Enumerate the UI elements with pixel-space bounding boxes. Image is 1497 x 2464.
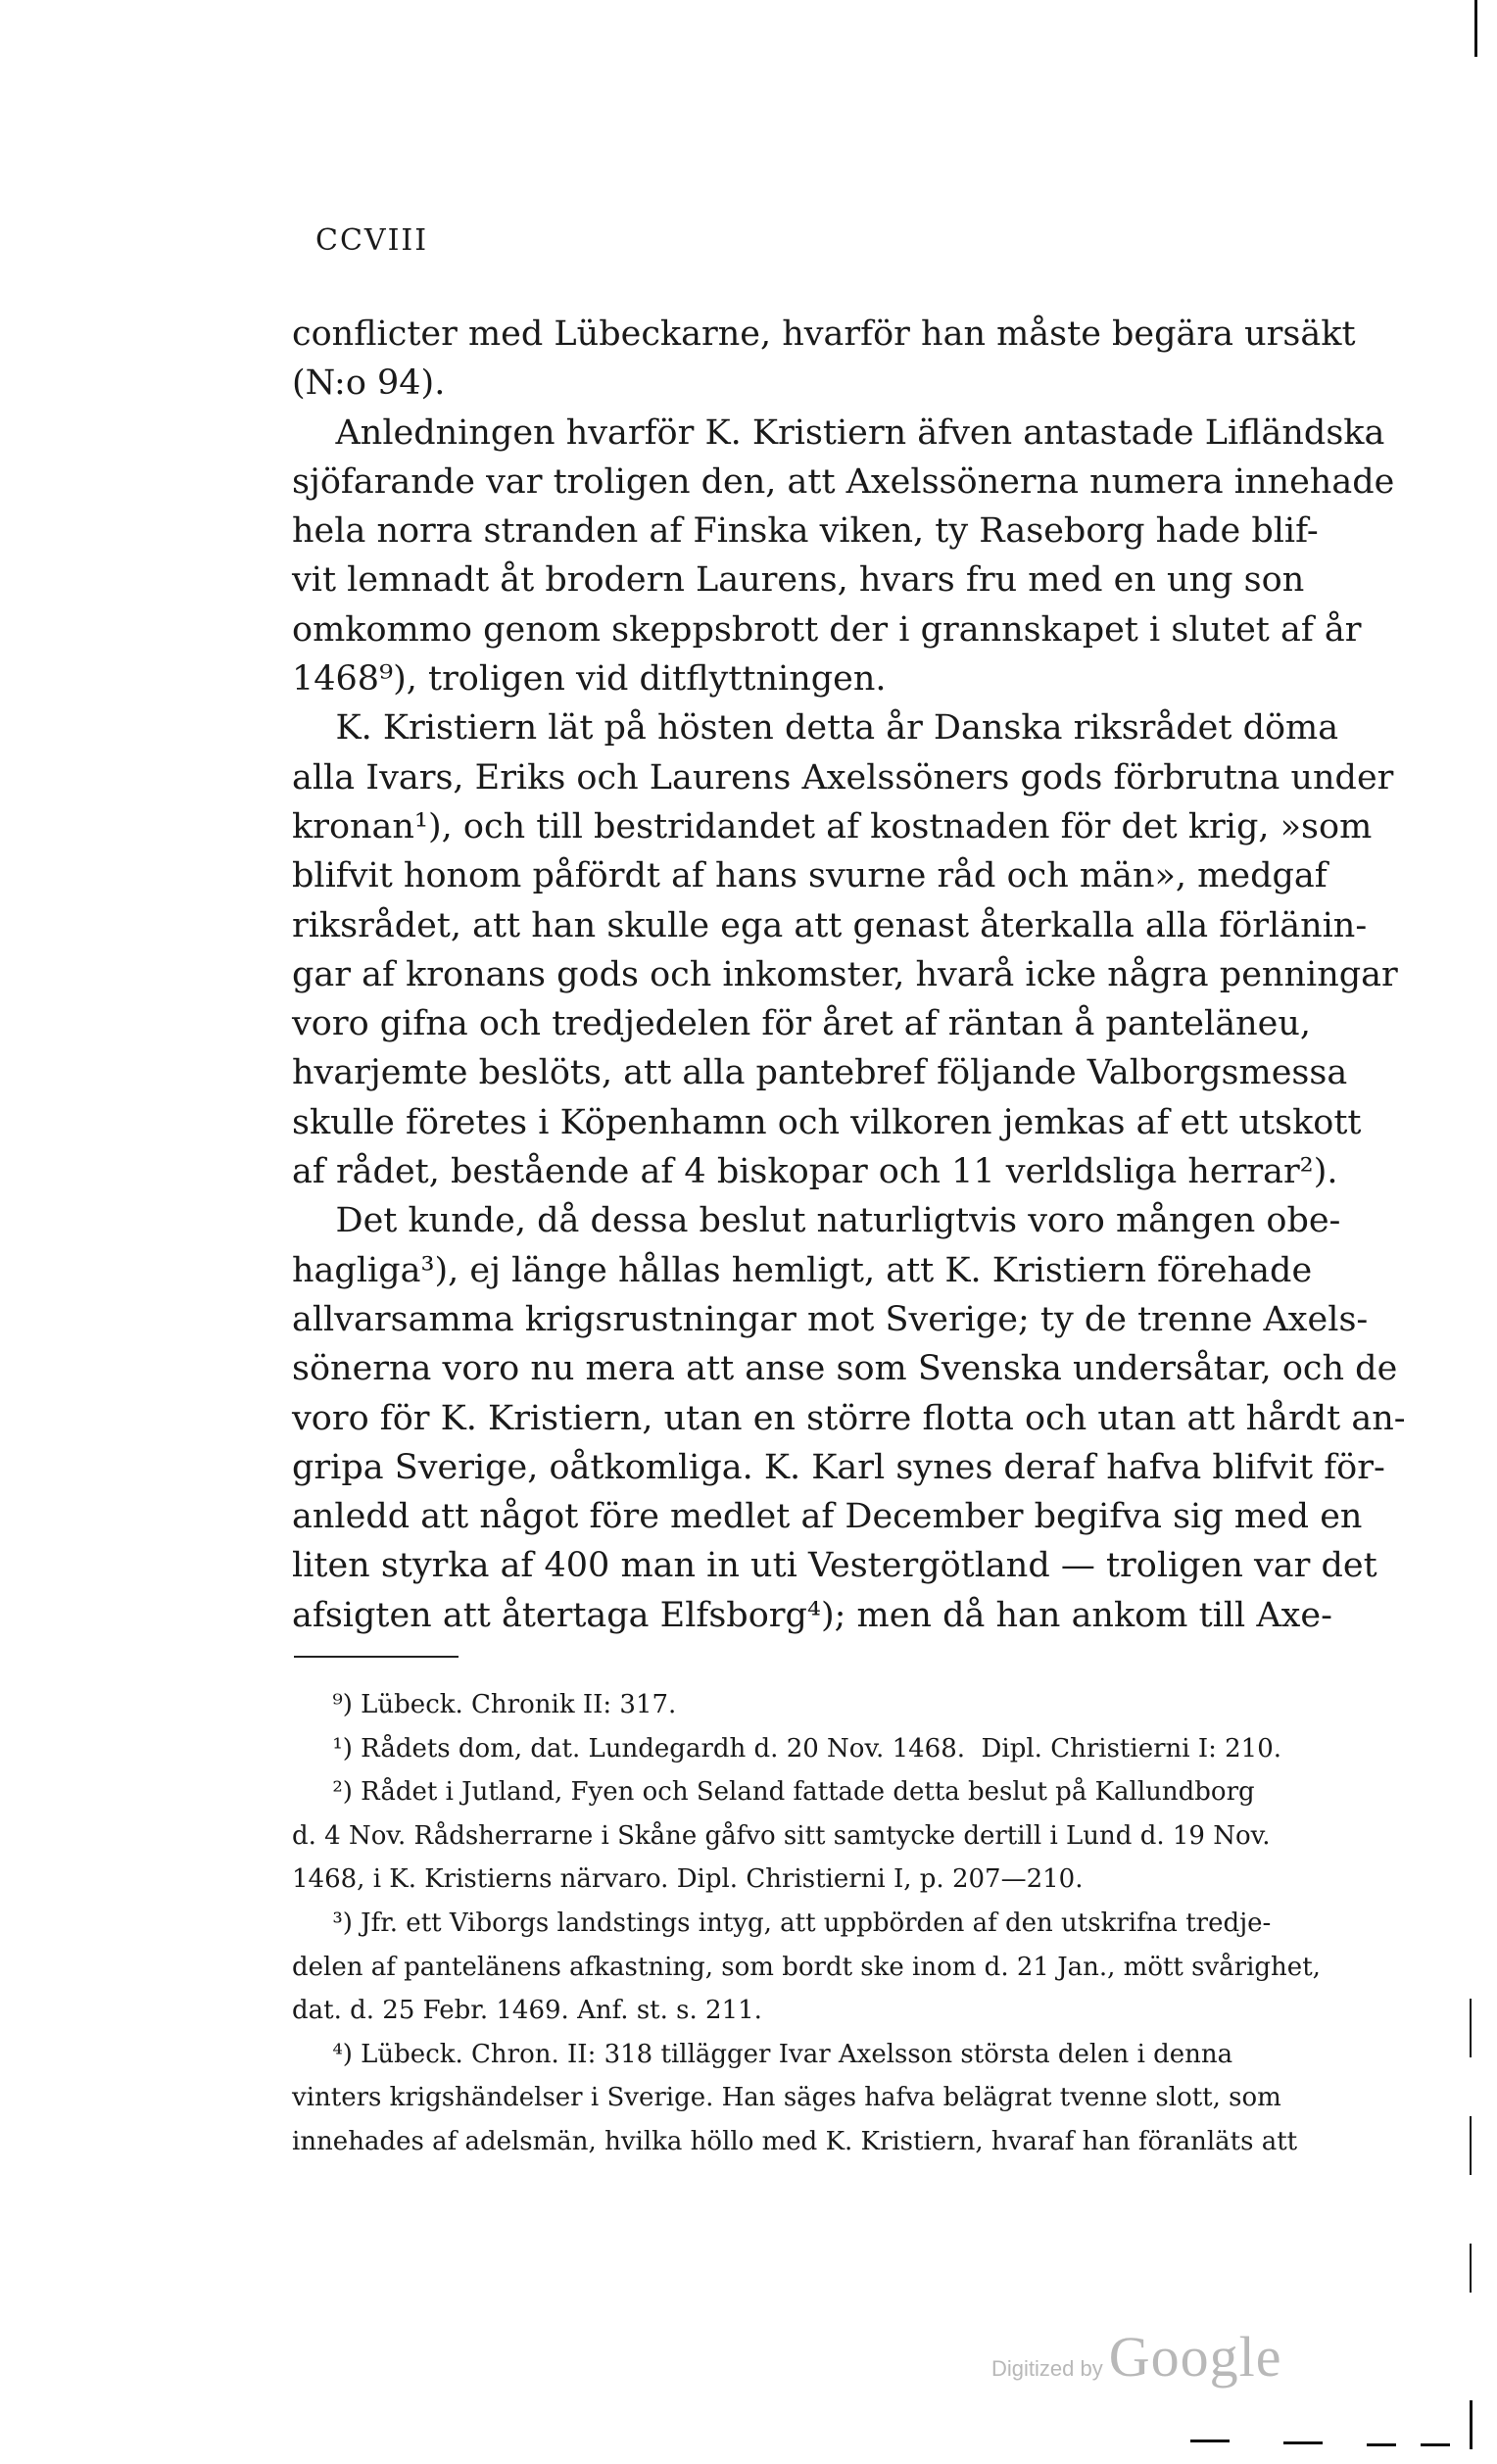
scan-edge-mark — [1470, 2400, 1473, 2449]
scan-edge-mark — [1283, 2441, 1323, 2444]
body-line: K. Kristiern lät på hösten detta år Danska riksrådet döma — [292, 708, 1339, 749]
body-line: Anledningen hvarför K. Kristiern äfven antastade Lifländska — [292, 412, 1385, 453]
digitized-by-watermark — [991, 2324, 1281, 2390]
body-line: sjöfarande var troligen den, att Axelssönerna numera innehade — [292, 461, 1395, 502]
watermark-prefix: Digitized by — [991, 2356, 1103, 2381]
scan-edge-mark — [1367, 2443, 1396, 2446]
body-text — [292, 310, 1406, 1640]
footnote-line: ⁴) Lübeck. Chron. II: 318 tillägger Ivar Axelsson största delen i denna — [292, 2039, 1233, 2069]
body-line: voro gifna och tredjedelen för året af räntan å panteläneu, — [292, 1004, 1312, 1044]
footnote-line: d. 4 Nov. Rådsherrarne i Skåne gåfvo sitt samtycke dertill i Lund d. 19 Nov. — [292, 1820, 1271, 1851]
body-line: gar af kronans gods och inkomster, hvarå icke några penningar — [292, 954, 1398, 994]
footnote-line: dat. d. 25 Febr. 1469. Anf. st. s. 211. — [292, 1996, 762, 2026]
body-line: anledd att något före medlet af December begifva sig med en — [292, 1497, 1363, 1537]
body-line: hvarjemte beslöts, att alla pantebref följande Valborgsmessa — [292, 1053, 1348, 1093]
body-line: allvarsamma krigsrustningar mot Sverige; ty de trenne Axels- — [292, 1299, 1369, 1339]
body-line: voro för K. Kristiern, utan en större flotta och utan att hårdt an- — [292, 1398, 1406, 1438]
body-line: hela norra stranden af Finska viken, ty Raseborg hade blif- — [292, 511, 1319, 552]
body-line: skulle företes i Köpenhamn och vilkoren jemkas af ett utskott — [292, 1102, 1362, 1142]
scan-edge-mark — [1190, 2440, 1230, 2442]
footnote-line: ¹) Rådets dom, dat. Lundegardh d. 20 Nov. 1468. Dipl. Christierni I: 210. — [292, 1733, 1282, 1763]
footnote-line: delen af pantelänens afkastning, som bordt ske inom d. 21 Jan., mött svårighet, — [292, 1952, 1321, 1982]
body-line: riksrådet, att han skulle ega att genast återkalla alla förlänin- — [292, 905, 1368, 945]
watermark-brand: Google — [1108, 2325, 1282, 2389]
body-line: af rådet, bestående af 4 biskopar och 11 verldsliga herrar²). — [292, 1152, 1338, 1192]
body-line: omkommo genom skeppsbrott der i grannskapet i slutet af år — [292, 609, 1362, 650]
body-line: hagliga³), ej länge hållas hemligt, att K. Kristiern förehade — [292, 1250, 1313, 1290]
page-number: CCVIII — [315, 223, 429, 258]
footnote-line: innehades af adelsmän, hvilka höllo med K. Kristiern, hvaraf han föranläts att — [292, 2126, 1298, 2156]
body-line: alla Ivars, Eriks och Laurens Axelssöners gods förbrutna under — [292, 757, 1394, 797]
body-line: (N:o 94). — [292, 363, 446, 404]
body-line: kronan¹), och till bestridandet af kostnaden för det krig, »som — [292, 806, 1373, 846]
footnote-line: ³) Jfr. ett Viborgs landstings intyg, att uppbörden af den utskrifna tredje- — [292, 1908, 1272, 1938]
scan-edge-mark — [1470, 2244, 1472, 2293]
footnotes — [292, 1683, 1399, 2164]
footnote-line: ²) Rådet i Jutland, Fyen och Seland fattade detta beslut på Kallundborg — [292, 1777, 1255, 1808]
scan-edge-mark — [1470, 1999, 1472, 2057]
scan-edge-mark — [1470, 2116, 1472, 2175]
body-line: 1468⁹), troligen vid ditflyttningen. — [292, 659, 887, 700]
footnote-line: vinters krigshändelser i Sverige. Han säges hafva belägrat tvenne slott, som — [292, 2083, 1281, 2113]
body-line: conflicter med Lübeckarne, hvarför han måste begära ursäkt — [292, 314, 1356, 354]
body-line: sönerna voro nu mera att anse som Svenska undersåtar, och de — [292, 1349, 1398, 1389]
body-line: Det kunde, då dessa beslut naturligtvis voro mången obe- — [292, 1201, 1341, 1241]
footnote-divider — [294, 1656, 459, 1658]
body-line: afsigten att återtaga Elfsborg⁴); men då han ankom till Axe- — [292, 1595, 1332, 1635]
body-line: vit lemnadt åt brodern Laurens, hvars fru med en ung son — [292, 560, 1305, 601]
footnote-line: 1468, i K. Kristierns närvaro. Dipl. Christierni I, p. 207—210. — [292, 1864, 1084, 1895]
body-line: liten styrka af 400 man in uti Vestergötland — troligen var det — [292, 1546, 1377, 1586]
body-line: gripa Sverige, oåtkomliga. K. Karl synes deraf hafva blifvit för- — [292, 1447, 1385, 1487]
footnote-line: ⁹) Lübeck. Chronik II: 317. — [292, 1690, 677, 1719]
body-line: blifvit honom påfördt af hans svurne råd och män», medgaf — [292, 856, 1328, 896]
scan-edge-mark — [1421, 2443, 1450, 2446]
scan-edge-mark — [1474, 0, 1477, 57]
